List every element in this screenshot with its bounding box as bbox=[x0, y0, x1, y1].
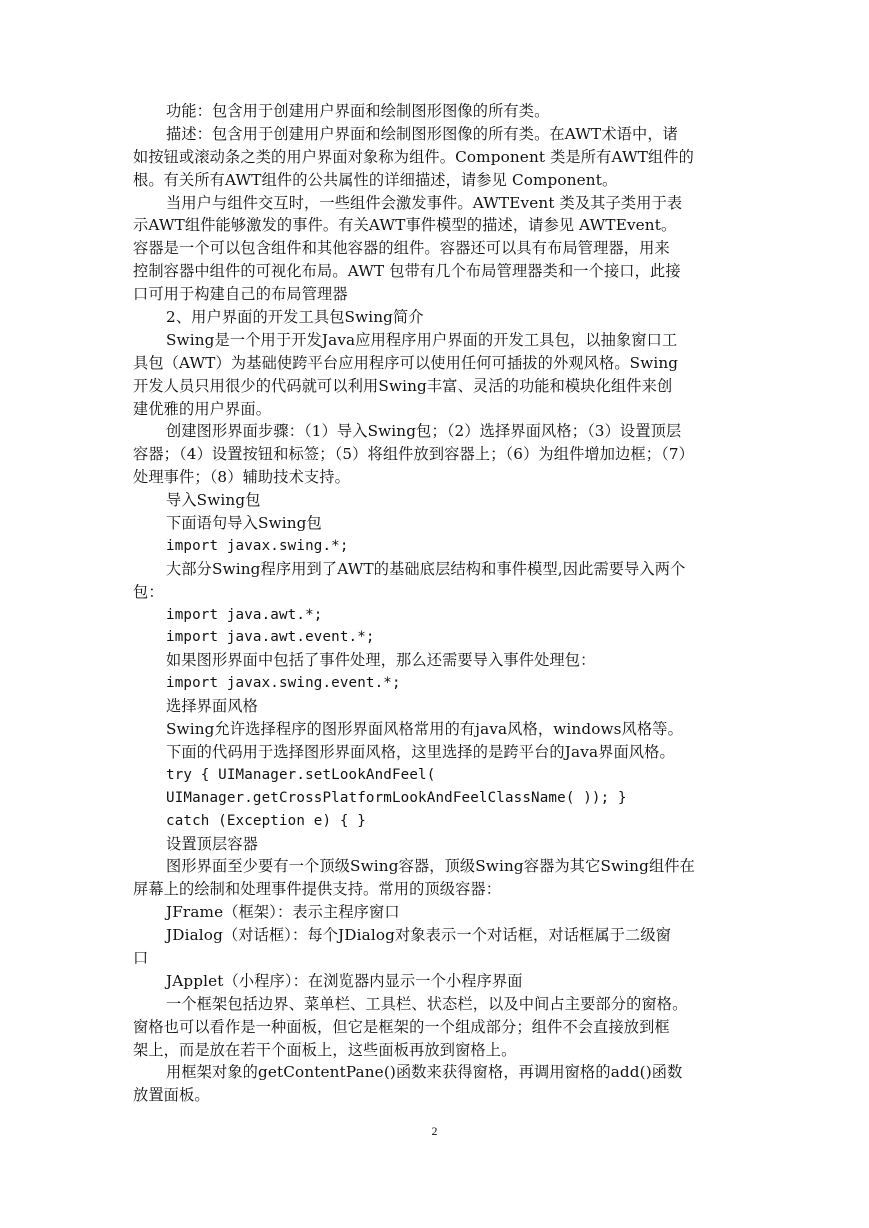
text-line: 屏幕上的绘制和处理事件提供支持。常用的顶级容器： bbox=[133, 880, 502, 899]
code-line: UIManager.getCrossPlatformLookAndFeelClassName( )); } bbox=[166, 789, 627, 806]
text-line: 创建图形界面步骤：（1）导入Swing包；（2）选择界面风格；（3）设置顶层 bbox=[166, 422, 682, 441]
code-line: import javax.swing.event.*; bbox=[166, 675, 401, 692]
text-line: 设置顶层容器 bbox=[166, 834, 259, 853]
code-line: catch (Exception e) { } bbox=[166, 812, 366, 829]
text-line: 用框架对象的getContentPane()函数来获得窗格，再调用窗格的add()函数 bbox=[166, 1063, 683, 1082]
text-line: 下面语句导入Swing包 bbox=[166, 514, 322, 533]
code-line: import java.awt.*; bbox=[166, 606, 323, 623]
text-line: 选择界面风格 bbox=[166, 697, 259, 716]
text-line: 图形界面至少要有一个顶级Swing容器，顶级Swing容器为其它Swing组件在 bbox=[166, 857, 695, 876]
text-line: 口可用于构建自己的布局管理器 bbox=[133, 285, 348, 304]
document-body bbox=[133, 100, 741, 1107]
text-line: JDialog（对话框）：每个JDialog对象表示一个对话框，对话框属于二级窗 bbox=[166, 926, 672, 945]
text-line: 下面的代码用于选择图形界面风格，这里选择的是跨平台的Java界面风格。 bbox=[166, 742, 675, 761]
text-line: JApplet（小程序）：在浏览器内显示一个小程序界面 bbox=[166, 971, 523, 990]
text-line: Swing是一个用于开发Java应用程序用户界面的开发工具包，以抽象窗口工 bbox=[166, 330, 678, 349]
text-line: 容器是一个可以包含组件和其他容器的组件。容器还可以具有布局管理器，用来 bbox=[133, 239, 670, 258]
text-line: 一个框架包括边界、菜单栏、工具栏、状态栏，以及中间占主要部分的窗格。 bbox=[166, 994, 688, 1013]
text-line: 功能：包含用于创建用户界面和绘制图形图像的所有类。 bbox=[166, 102, 550, 120]
page-number: 2 bbox=[431, 1124, 438, 1138]
text-line: 容器；（4）设置按钮和标签；（5）将组件放到容器上；（6）为组件增加边框；（7） bbox=[133, 445, 695, 464]
text-line: 大部分Swing程序用到了AWT的基础底层结构和事件模型,因此需要导入两个 bbox=[166, 559, 686, 578]
text-line: 建优雅的用户界面。 bbox=[133, 399, 272, 418]
text-line: 导入Swing包 bbox=[166, 491, 261, 510]
code-line: import java.awt.event.*; bbox=[166, 629, 375, 646]
text-line: JFrame（框架）：表示主程序窗口 bbox=[166, 903, 400, 922]
text-line: 架上，而是放在若干个面板上，这些面板再放到窗格上。 bbox=[133, 1040, 517, 1059]
text-line: 如果图形界面中包括了事件处理，那么还需要导入事件处理包： bbox=[166, 651, 596, 670]
text-line: 放置面板。 bbox=[133, 1086, 210, 1105]
text-line: 控制容器中组件的可视化布局。AWT 包带有几个布局管理器类和一个接口，此接 bbox=[133, 262, 681, 281]
text-line: 描述：包含用于创建用户界面和绘制图形图像的所有类。在AWT术语中，诸 bbox=[166, 124, 679, 143]
text-line: 2、用户界面的开发工具包Swing简介 bbox=[166, 308, 424, 327]
text-line: 开发人员只用很少的代码就可以利用Swing丰富、灵活的功能和模块化组件来创 bbox=[133, 376, 673, 395]
text-line: 包： bbox=[133, 582, 164, 601]
text-line: 当用户与组件交互时，一些组件会激发事件。AWTEvent 类及其子类用于表 bbox=[166, 193, 683, 212]
code-line: import javax.swing.*; bbox=[166, 537, 349, 554]
text-line: 示AWT组件能够激发的事件。有关AWT事件模型的描述，请参见 AWTEvent。 bbox=[133, 216, 677, 235]
text-line: 处理事件；（8）辅助技术支持。 bbox=[133, 468, 350, 487]
text-line: Swing允许选择程序的图形界面风格常用的有java风格，windows风格等。 bbox=[166, 720, 683, 739]
code-line: try { UIManager.setLookAndFeel( bbox=[166, 766, 436, 783]
text-line: 根。有关所有AWT组件的公共属性的详细描述，请参见 Component。 bbox=[133, 170, 618, 189]
text-line: 如按钮或滚动条之类的用户界面对象称为组件。Component 类是所有AWT组件的 bbox=[133, 147, 695, 166]
text-line: 窗格也可以看作是一种面板，但它是框架的一个组成部分；组件不会直接放到框 bbox=[133, 1017, 670, 1036]
text-line: 具包（AWT）为基础使跨平台应用程序可以使用任何可插拔的外观风格。Swing bbox=[133, 353, 679, 372]
text-line: 口 bbox=[133, 948, 149, 967]
